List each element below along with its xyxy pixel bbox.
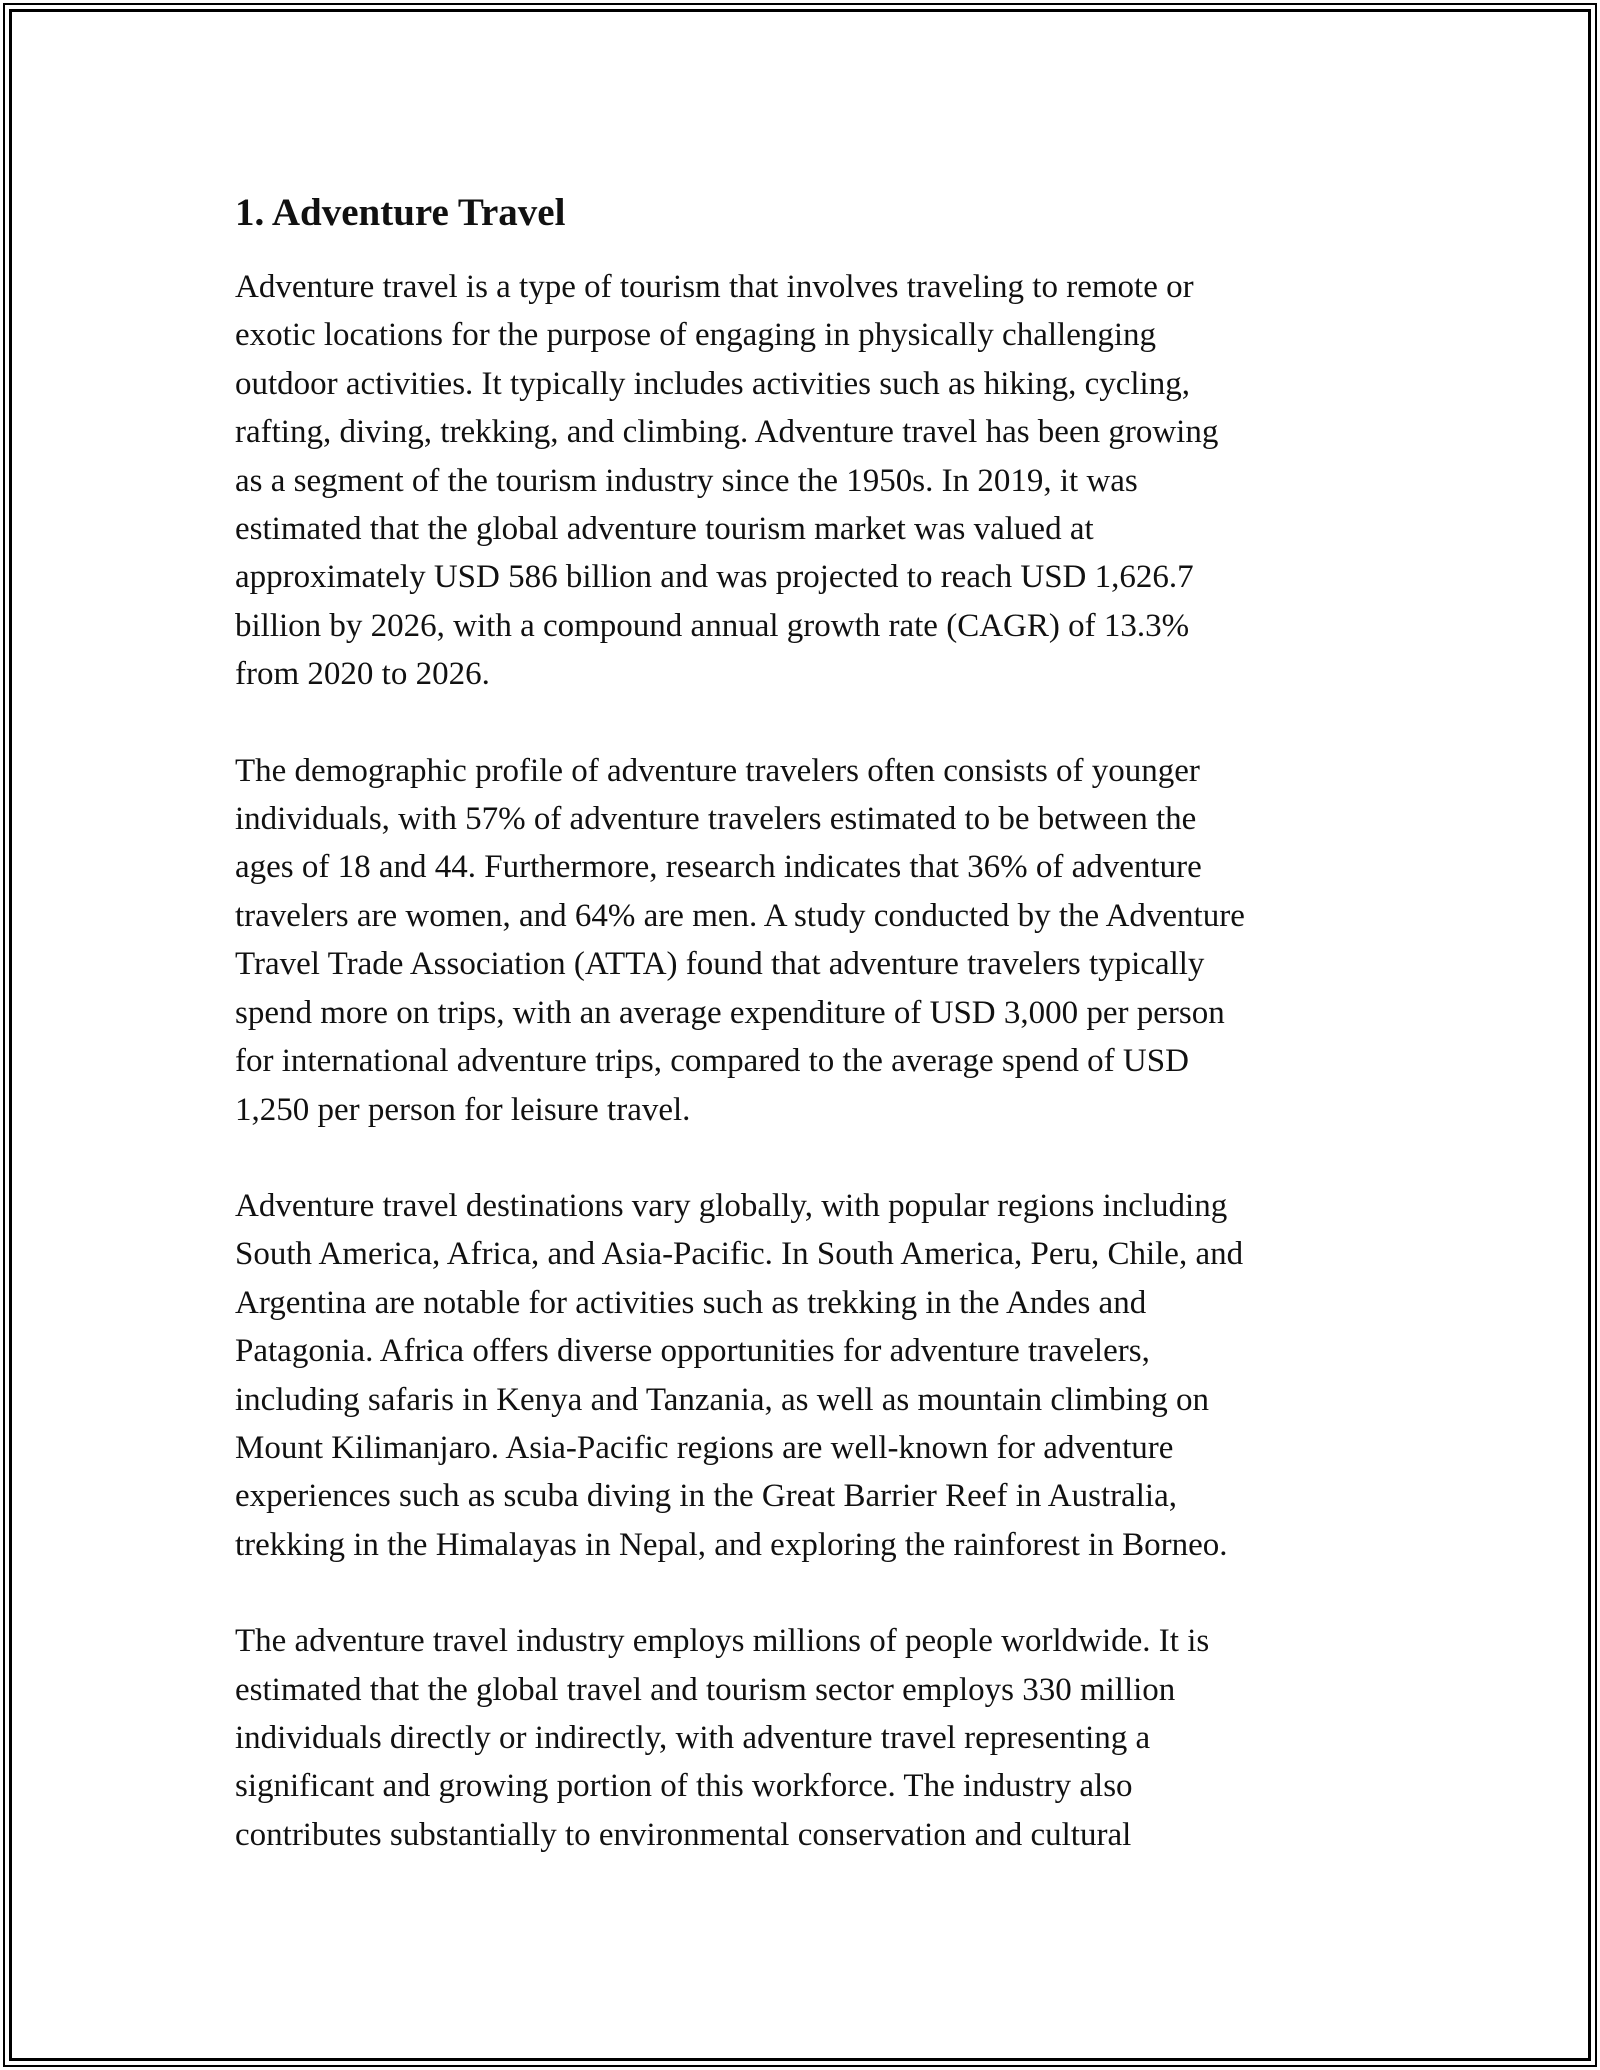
paragraph-line: significant and growing portion of this workforce. The industry also bbox=[235, 1768, 1133, 1805]
paragraph-line: Mount Kilimanjaro. Asia-Pacific regions are well-known for adventure bbox=[235, 1429, 1174, 1466]
paragraph-line: individuals, with 57% of adventure travelers estimated to be between the bbox=[235, 801, 1197, 838]
paragraph-destinations bbox=[235, 1182, 1375, 1569]
paragraph-line: The adventure travel industry employs millions of people worldwide. It is bbox=[235, 1623, 1210, 1660]
paragraph-line: 1,250 per person for leisure travel. bbox=[235, 1091, 691, 1128]
paragraph-employment bbox=[235, 1617, 1375, 1859]
paragraph-line: outdoor activities. It typically includes activities such as hiking, cycling, bbox=[235, 365, 1190, 402]
paragraph-line: including safaris in Kenya and Tanzania, as well as mountain climbing on bbox=[235, 1381, 1209, 1418]
paragraph-line: rafting, diving, trekking, and climbing. Adventure travel has been growing bbox=[235, 414, 1219, 451]
paragraph-line: estimated that the global adventure tourism market was valued at bbox=[235, 511, 1094, 548]
document-body bbox=[235, 185, 1375, 1907]
paragraph-line: approximately USD 586 billion and was projected to reach USD 1,626.7 bbox=[235, 559, 1194, 596]
paragraph-line: The demographic profile of adventure travelers often consists of younger bbox=[235, 752, 1200, 789]
paragraph-line: Adventure travel destinations vary globally, with popular regions including bbox=[235, 1187, 1228, 1224]
paragraph-line: spend more on trips, with an average expenditure of USD 3,000 per person bbox=[235, 994, 1225, 1031]
paragraph-line: Travel Trade Association (ATTA) found that adventure travelers typically bbox=[235, 946, 1205, 983]
paragraph-line: Argentina are notable for activities such as trekking in the Andes and bbox=[235, 1284, 1147, 1321]
paragraph-demographics bbox=[235, 747, 1375, 1134]
paragraph-line: South America, Africa, and Asia-Pacific. In South America, Peru, Chile, and bbox=[235, 1236, 1244, 1273]
section-heading: 1. Adventure Travel bbox=[235, 191, 566, 234]
paragraph-market-overview bbox=[235, 263, 1375, 699]
paragraph-line: travelers are women, and 64% are men. A study conducted by the Adventure bbox=[235, 897, 1245, 934]
paragraph-line: as a segment of the tourism industry since the 1950s. In 2019, it was bbox=[235, 462, 1138, 499]
paragraph-line: from 2020 to 2026. bbox=[235, 656, 490, 693]
paragraph-line: billion by 2026, with a compound annual growth rate (CAGR) of 13.3% bbox=[235, 607, 1190, 644]
paragraph-line: ages of 18 and 44. Furthermore, research indicates that 36% of adventure bbox=[235, 849, 1202, 886]
paragraph-line: experiences such as scuba diving in the Great Barrier Reef in Australia, bbox=[235, 1478, 1177, 1515]
paragraph-line: individuals directly or indirectly, with adventure travel representing a bbox=[235, 1719, 1151, 1756]
paragraph-line: Patagonia. Africa offers diverse opportunities for adventure travelers, bbox=[235, 1333, 1150, 1370]
paragraph-line: contributes substantially to environmental conservation and cultural bbox=[235, 1816, 1132, 1853]
paragraph-line: Adventure travel is a type of tourism that involves traveling to remote or bbox=[235, 269, 1194, 305]
paragraph-line: estimated that the global travel and tourism sector employs 330 million bbox=[235, 1671, 1176, 1708]
paragraph-line: exotic locations for the purpose of engaging in physically challenging bbox=[235, 317, 1157, 354]
paragraph-line: trekking in the Himalayas in Nepal, and exploring the rainforest in Borneo. bbox=[235, 1526, 1228, 1563]
paragraph-line: for international adventure trips, compared to the average spend of USD bbox=[235, 1043, 1189, 1080]
